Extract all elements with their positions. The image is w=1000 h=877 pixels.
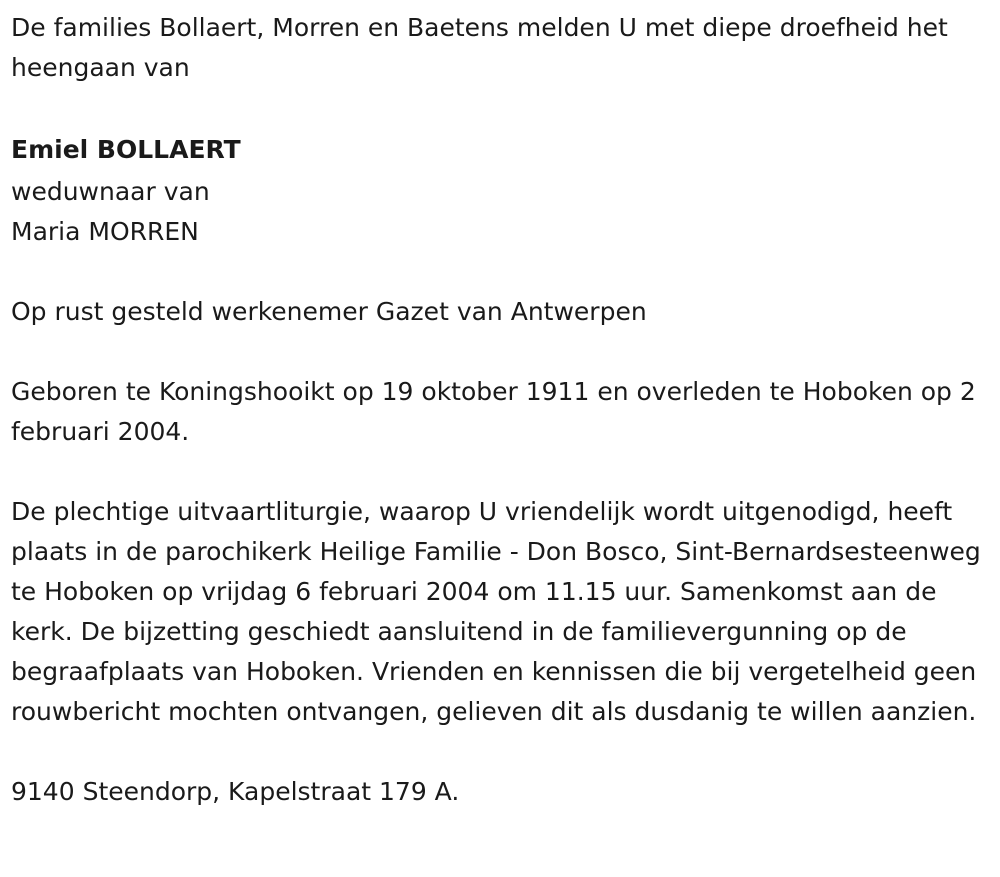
occupation-text: Op rust gesteld werkenemer Gazet van Antwerpen bbox=[11, 297, 647, 326]
funeral-details-text: De plechtige uitvaartliturgie, waarop U vriendelijk wordt uitgenodigd, heeft plaats in de parochikerk Heilige Familie - Don Bosco, Sint-Bernardsesteenweg te Hoboken op vrijdag 6 februari 2004 om 11.15 uur. Samenkomst aan de kerk. De bijzetting geschiedt aansluitend in de familievergunning op de begraafplaats van Hoboken. Vrienden en kennissen die bij vergetelheid geen rouwbericht mochten ontvangen, gelieven dit als dusdanig te willen aanzien. bbox=[11, 497, 981, 726]
deceased-name: Emiel BOLLAERT bbox=[11, 135, 241, 164]
intro-text: De families Bollaert, Morren en Baetens melden U met diepe droefheid het heengaan van bbox=[11, 13, 948, 82]
relation-label: weduwnaar van bbox=[11, 177, 210, 206]
address-text: 9140 Steendorp, Kapelstraat 179 A. bbox=[11, 777, 460, 806]
birth-death-text: Geboren te Koningshooikt op 19 oktober 1911 en overleden te Hoboken op 2 februari 2004. bbox=[11, 377, 976, 446]
spouse-name: Maria MORREN bbox=[11, 217, 199, 246]
